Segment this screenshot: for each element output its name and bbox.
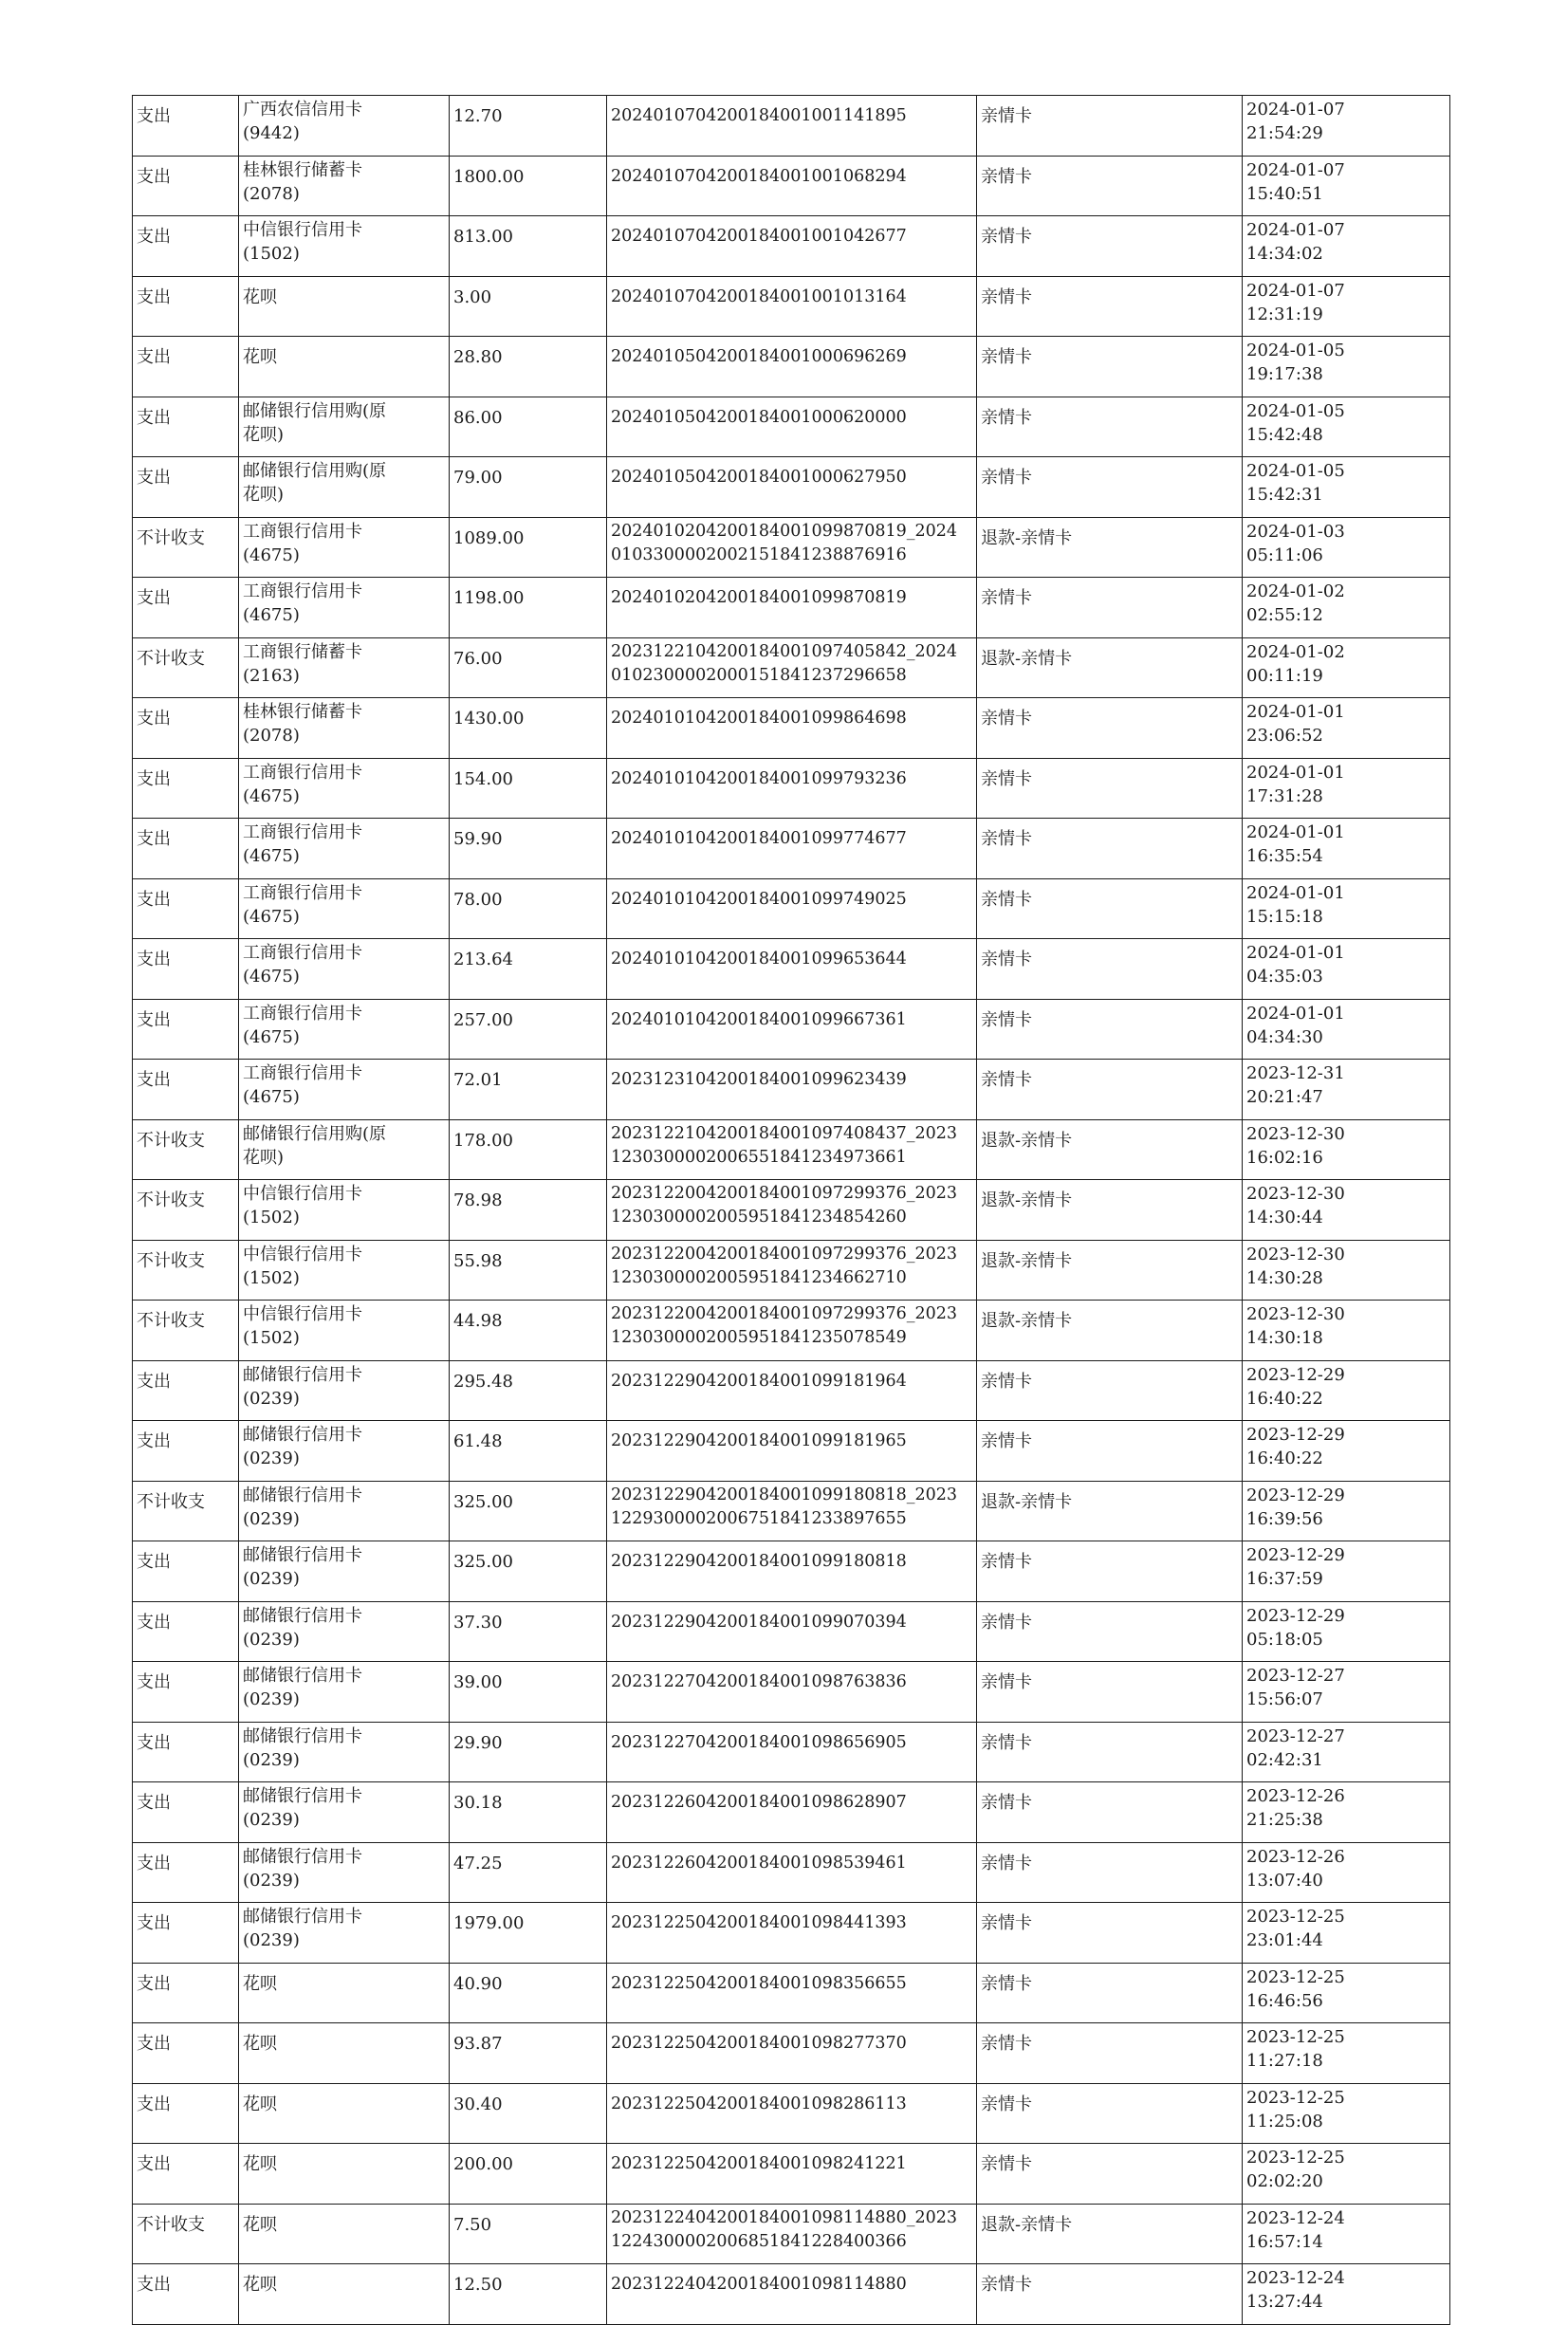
order-number-cell: 2024010104200184001099793236 (607, 758, 977, 819)
payment-method-cell: 花呗 (239, 1963, 450, 2023)
transaction-time-cell: 2024-01-01 04:34:30 (1243, 999, 1450, 1060)
table-row (133, 878, 1450, 939)
transaction-type-cell: 支出 (133, 397, 239, 457)
payment-method-cell: 邮储银行信用卡 (0239) (239, 1601, 450, 1662)
transaction-time-cell: 2024-01-07 12:31:19 (1243, 276, 1450, 337)
note-cell: 亲情卡 (977, 1782, 1243, 1843)
note-cell: 退款-亲情卡 (977, 1180, 1243, 1241)
transaction-time-cell: 2023-12-24 13:27:44 (1243, 2264, 1450, 2325)
order-number-cell: 2023122704200184001098763836 (607, 1662, 977, 1723)
table-row (133, 2204, 1450, 2264)
table-row (133, 1240, 1450, 1301)
table-row (133, 1601, 1450, 1662)
payment-method-cell: 花呗 (239, 2264, 450, 2325)
order-number-cell: 2023122104200184001097405842_2024 0102300002000151841237296658 (607, 637, 977, 698)
order-number-cell: 2023122504200184001098286113 (607, 2083, 977, 2144)
table-row (133, 2083, 1450, 2144)
order-number-cell: 2024010104200184001099774677 (607, 819, 977, 879)
order-number-cell: 2023122004200184001097299376_2023 1230300002005951841234662710 (607, 1240, 977, 1301)
note-cell: 亲情卡 (977, 819, 1243, 879)
table-row (133, 698, 1450, 759)
note-cell: 亲情卡 (977, 1722, 1243, 1782)
table-row (133, 1180, 1450, 1241)
transaction-time-cell: 2024-01-05 15:42:48 (1243, 397, 1450, 457)
order-number-cell: 2024010704200184001001013164 (607, 276, 977, 337)
amount-cell: 200.00 (450, 2144, 607, 2205)
transaction-type-cell: 支出 (133, 999, 239, 1060)
order-number-cell: 2023122004200184001097299376_2023 1230300002005951841234854260 (607, 1180, 977, 1241)
order-number-cell: 2023122904200184001099181965 (607, 1421, 977, 1482)
transaction-time-cell: 2024-01-01 04:35:03 (1243, 939, 1450, 1000)
transaction-type-cell: 支出 (133, 819, 239, 879)
note-cell: 退款-亲情卡 (977, 637, 1243, 698)
table-row (133, 156, 1450, 216)
transaction-type-cell: 不计收支 (133, 2204, 239, 2264)
order-number-cell: 2024010104200184001099864698 (607, 698, 977, 759)
transaction-type-cell: 支出 (133, 1662, 239, 1723)
order-number-cell: 2023122904200184001099180818 (607, 1541, 977, 1602)
order-number-cell: 2023122004200184001097299376_2023 1230300002005951841235078549 (607, 1301, 977, 1361)
amount-cell: 40.90 (450, 1963, 607, 2023)
table-row (133, 1060, 1450, 1120)
transaction-type-cell: 支出 (133, 96, 239, 157)
note-cell: 亲情卡 (977, 1903, 1243, 1964)
transaction-type-cell: 支出 (133, 1722, 239, 1782)
payment-method-cell: 工商银行信用卡 (4675) (239, 517, 450, 578)
payment-method-cell: 工商银行储蓄卡 (2163) (239, 637, 450, 698)
transaction-type-cell: 不计收支 (133, 1119, 239, 1180)
transaction-type-cell: 支出 (133, 939, 239, 1000)
note-cell: 亲情卡 (977, 156, 1243, 216)
amount-cell: 325.00 (450, 1481, 607, 1541)
payment-method-cell: 工商银行信用卡 (4675) (239, 1060, 450, 1120)
amount-cell: 178.00 (450, 1119, 607, 1180)
order-number-cell: 2023122504200184001098241221 (607, 2144, 977, 2205)
amount-cell: 813.00 (450, 216, 607, 277)
payment-method-cell: 邮储银行信用卡 (0239) (239, 1782, 450, 1843)
payment-method-cell: 邮储银行信用卡 (0239) (239, 1842, 450, 1903)
amount-cell: 30.40 (450, 2083, 607, 2144)
order-number-cell: 2024010704200184001001141895 (607, 96, 977, 157)
amount-cell: 86.00 (450, 397, 607, 457)
transaction-time-cell: 2023-12-26 13:07:40 (1243, 1842, 1450, 1903)
note-cell: 亲情卡 (977, 999, 1243, 1060)
note-cell: 亲情卡 (977, 457, 1243, 518)
note-cell: 亲情卡 (977, 2083, 1243, 2144)
table-row (133, 1481, 1450, 1541)
table-row (133, 819, 1450, 879)
amount-cell: 12.70 (450, 96, 607, 157)
transaction-time-cell: 2023-12-25 23:01:44 (1243, 1903, 1450, 1964)
payment-method-cell: 邮储银行信用购(原 花呗) (239, 1119, 450, 1180)
amount-cell: 76.00 (450, 637, 607, 698)
note-cell: 亲情卡 (977, 276, 1243, 337)
note-cell: 亲情卡 (977, 758, 1243, 819)
payment-method-cell: 工商银行信用卡 (4675) (239, 939, 450, 1000)
note-cell: 亲情卡 (977, 1662, 1243, 1723)
note-cell: 亲情卡 (977, 1842, 1243, 1903)
transaction-table-body (133, 96, 1450, 2325)
order-number-cell: 2023122604200184001098628907 (607, 1782, 977, 1843)
payment-method-cell: 花呗 (239, 2144, 450, 2205)
table-row (133, 2023, 1450, 2084)
transaction-time-cell: 2023-12-29 16:37:59 (1243, 1541, 1450, 1602)
amount-cell: 12.50 (450, 2264, 607, 2325)
order-number-cell: 2023122904200184001099181964 (607, 1360, 977, 1421)
order-number-cell: 2023122604200184001098539461 (607, 1842, 977, 1903)
transaction-time-cell: 2023-12-27 02:42:31 (1243, 1722, 1450, 1782)
order-number-cell: 2023122404200184001098114880 (607, 2264, 977, 2325)
payment-method-cell: 中信银行信用卡 (1502) (239, 1301, 450, 1361)
transaction-table (132, 95, 1450, 2325)
transaction-time-cell: 2024-01-02 00:11:19 (1243, 637, 1450, 698)
payment-method-cell: 邮储银行信用卡 (0239) (239, 1360, 450, 1421)
transaction-type-cell: 不计收支 (133, 517, 239, 578)
amount-cell: 29.90 (450, 1722, 607, 1782)
table-row (133, 1722, 1450, 1782)
order-number-cell: 2024010504200184001000627950 (607, 457, 977, 518)
transaction-type-cell: 支出 (133, 1842, 239, 1903)
note-cell: 退款-亲情卡 (977, 1481, 1243, 1541)
order-number-cell: 2024010104200184001099653644 (607, 939, 977, 1000)
note-cell: 退款-亲情卡 (977, 517, 1243, 578)
amount-cell: 30.18 (450, 1782, 607, 1843)
order-number-cell: 2023122904200184001099070394 (607, 1601, 977, 1662)
table-row (133, 517, 1450, 578)
amount-cell: 7.50 (450, 2204, 607, 2264)
amount-cell: 154.00 (450, 758, 607, 819)
transaction-type-cell: 支出 (133, 698, 239, 759)
transaction-time-cell: 2023-12-31 20:21:47 (1243, 1060, 1450, 1120)
payment-method-cell: 桂林银行储蓄卡 (2078) (239, 156, 450, 216)
order-number-cell: 2024010204200184001099870819 (607, 578, 977, 638)
table-row (133, 276, 1450, 337)
order-number-cell: 2023122504200184001098441393 (607, 1903, 977, 1964)
order-number-cell: 2024010504200184001000620000 (607, 397, 977, 457)
payment-method-cell: 中信银行信用卡 (1502) (239, 216, 450, 277)
payment-method-cell: 工商银行信用卡 (4675) (239, 758, 450, 819)
note-cell: 亲情卡 (977, 216, 1243, 277)
table-row (133, 1782, 1450, 1843)
payment-method-cell: 邮储银行信用卡 (0239) (239, 1421, 450, 1482)
transaction-time-cell: 2024-01-03 05:11:06 (1243, 517, 1450, 578)
note-cell: 亲情卡 (977, 96, 1243, 157)
transaction-time-cell: 2024-01-01 17:31:28 (1243, 758, 1450, 819)
transaction-time-cell: 2023-12-25 11:27:18 (1243, 2023, 1450, 2084)
transaction-time-cell: 2023-12-25 02:02:20 (1243, 2144, 1450, 2205)
transaction-time-cell: 2023-12-30 14:30:28 (1243, 1240, 1450, 1301)
note-cell: 亲情卡 (977, 878, 1243, 939)
amount-cell: 55.98 (450, 1240, 607, 1301)
table-row (133, 1963, 1450, 2023)
transaction-time-cell: 2023-12-26 21:25:38 (1243, 1782, 1450, 1843)
transaction-time-cell: 2023-12-30 16:02:16 (1243, 1119, 1450, 1180)
payment-method-cell: 中信银行信用卡 (1502) (239, 1180, 450, 1241)
transaction-type-cell: 不计收支 (133, 1180, 239, 1241)
table-row (133, 2264, 1450, 2325)
transaction-type-cell: 支出 (133, 457, 239, 518)
payment-method-cell: 邮储银行信用购(原 花呗) (239, 397, 450, 457)
transaction-type-cell: 不计收支 (133, 637, 239, 698)
table-row (133, 2144, 1450, 2205)
transaction-type-cell: 不计收支 (133, 1481, 239, 1541)
table-row (133, 96, 1450, 157)
transaction-time-cell: 2023-12-29 05:18:05 (1243, 1601, 1450, 1662)
amount-cell: 1089.00 (450, 517, 607, 578)
amount-cell: 28.80 (450, 337, 607, 397)
note-cell: 退款-亲情卡 (977, 1119, 1243, 1180)
transaction-time-cell: 2024-01-01 23:06:52 (1243, 698, 1450, 759)
transaction-time-cell: 2023-12-25 16:46:56 (1243, 1963, 1450, 2023)
transaction-type-cell: 支出 (133, 878, 239, 939)
note-cell: 亲情卡 (977, 1541, 1243, 1602)
transaction-time-cell: 2023-12-30 14:30:44 (1243, 1180, 1450, 1241)
amount-cell: 39.00 (450, 1662, 607, 1723)
note-cell: 亲情卡 (977, 578, 1243, 638)
transaction-type-cell: 支出 (133, 216, 239, 277)
transaction-time-cell: 2023-12-27 15:56:07 (1243, 1662, 1450, 1723)
transaction-type-cell: 支出 (133, 2144, 239, 2205)
amount-cell: 325.00 (450, 1541, 607, 1602)
amount-cell: 78.00 (450, 878, 607, 939)
amount-cell: 47.25 (450, 1842, 607, 1903)
note-cell: 退款-亲情卡 (977, 1240, 1243, 1301)
transaction-type-cell: 支出 (133, 337, 239, 397)
transaction-time-cell: 2023-12-29 16:39:56 (1243, 1481, 1450, 1541)
order-number-cell: 2024010704200184001001042677 (607, 216, 977, 277)
amount-cell: 78.98 (450, 1180, 607, 1241)
payment-method-cell: 花呗 (239, 276, 450, 337)
transaction-type-cell: 不计收支 (133, 1240, 239, 1301)
order-number-cell: 2023122104200184001097408437_2023 1230300002006551841234973661 (607, 1119, 977, 1180)
table-row (133, 216, 1450, 277)
amount-cell: 3.00 (450, 276, 607, 337)
payment-method-cell: 工商银行信用卡 (4675) (239, 578, 450, 638)
payment-method-cell: 邮储银行信用卡 (0239) (239, 1541, 450, 1602)
note-cell: 亲情卡 (977, 1601, 1243, 1662)
transaction-type-cell: 不计收支 (133, 1301, 239, 1361)
payment-method-cell: 邮储银行信用卡 (0239) (239, 1903, 450, 1964)
table-row (133, 578, 1450, 638)
order-number-cell: 2023122904200184001099180818_2023 1229300002006751841233897655 (607, 1481, 977, 1541)
note-cell: 亲情卡 (977, 2144, 1243, 2205)
table-row (133, 1541, 1450, 1602)
payment-method-cell: 邮储银行信用卡 (0239) (239, 1662, 450, 1723)
transaction-type-cell: 支出 (133, 578, 239, 638)
note-cell: 亲情卡 (977, 2023, 1243, 2084)
table-row (133, 457, 1450, 518)
payment-method-cell: 邮储银行信用购(原 花呗) (239, 457, 450, 518)
transaction-type-cell: 支出 (133, 758, 239, 819)
payment-method-cell: 花呗 (239, 2083, 450, 2144)
transaction-time-cell: 2024-01-07 14:34:02 (1243, 216, 1450, 277)
order-number-cell: 2023123104200184001099623439 (607, 1060, 977, 1120)
note-cell: 亲情卡 (977, 397, 1243, 457)
table-row (133, 337, 1450, 397)
amount-cell: 93.87 (450, 2023, 607, 2084)
note-cell: 亲情卡 (977, 1963, 1243, 2023)
table-row (133, 1421, 1450, 1482)
amount-cell: 1979.00 (450, 1903, 607, 1964)
transaction-time-cell: 2023-12-24 16:57:14 (1243, 2204, 1450, 2264)
order-number-cell: 2023122704200184001098656905 (607, 1722, 977, 1782)
transaction-time-cell: 2024-01-07 21:54:29 (1243, 96, 1450, 157)
transaction-time-cell: 2024-01-05 19:17:38 (1243, 337, 1450, 397)
order-number-cell: 2024010204200184001099870819_2024 0103300002002151841238876916 (607, 517, 977, 578)
order-number-cell: 2024010104200184001099749025 (607, 878, 977, 939)
transaction-type-cell: 支出 (133, 156, 239, 216)
transaction-type-cell: 支出 (133, 1421, 239, 1482)
amount-cell: 59.90 (450, 819, 607, 879)
payment-method-cell: 工商银行信用卡 (4675) (239, 878, 450, 939)
transaction-time-cell: 2024-01-07 15:40:51 (1243, 156, 1450, 216)
payment-method-cell: 工商银行信用卡 (4675) (239, 819, 450, 879)
amount-cell: 213.64 (450, 939, 607, 1000)
amount-cell: 295.48 (450, 1360, 607, 1421)
transaction-time-cell: 2023-12-25 11:25:08 (1243, 2083, 1450, 2144)
amount-cell: 1198.00 (450, 578, 607, 638)
transaction-time-cell: 2024-01-05 15:42:31 (1243, 457, 1450, 518)
transaction-type-cell: 支出 (133, 1601, 239, 1662)
table-row (133, 637, 1450, 698)
table-row (133, 758, 1450, 819)
transaction-time-cell: 2023-12-30 14:30:18 (1243, 1301, 1450, 1361)
payment-method-cell: 工商银行信用卡 (4675) (239, 999, 450, 1060)
payment-method-cell: 花呗 (239, 337, 450, 397)
table-row (133, 1903, 1450, 1964)
amount-cell: 257.00 (450, 999, 607, 1060)
note-cell: 亲情卡 (977, 1060, 1243, 1120)
table-row (133, 1662, 1450, 1723)
table-row (133, 1360, 1450, 1421)
note-cell: 亲情卡 (977, 698, 1243, 759)
transaction-time-cell: 2023-12-29 16:40:22 (1243, 1421, 1450, 1482)
order-number-cell: 2024010704200184001001068294 (607, 156, 977, 216)
transaction-type-cell: 支出 (133, 1782, 239, 1843)
amount-cell: 1430.00 (450, 698, 607, 759)
transaction-time-cell: 2024-01-01 15:15:18 (1243, 878, 1450, 939)
note-cell: 退款-亲情卡 (977, 2204, 1243, 2264)
amount-cell: 37.30 (450, 1601, 607, 1662)
amount-cell: 61.48 (450, 1421, 607, 1482)
transaction-time-cell: 2024-01-01 16:35:54 (1243, 819, 1450, 879)
table-row (133, 1842, 1450, 1903)
table-row (133, 999, 1450, 1060)
amount-cell: 79.00 (450, 457, 607, 518)
order-number-cell: 2023122404200184001098114880_2023 1224300002006851841228400366 (607, 2204, 977, 2264)
transaction-type-cell: 支出 (133, 2023, 239, 2084)
transaction-type-cell: 支出 (133, 276, 239, 337)
amount-cell: 1800.00 (450, 156, 607, 216)
payment-method-cell: 广西农信信用卡 (9442) (239, 96, 450, 157)
payment-method-cell: 邮储银行信用卡 (0239) (239, 1722, 450, 1782)
transaction-type-cell: 支出 (133, 2083, 239, 2144)
transaction-type-cell: 支出 (133, 1541, 239, 1602)
note-cell: 亲情卡 (977, 939, 1243, 1000)
order-number-cell: 2023122504200184001098356655 (607, 1963, 977, 2023)
table-row (133, 1119, 1450, 1180)
transaction-type-cell: 支出 (133, 2264, 239, 2325)
payment-method-cell: 花呗 (239, 2023, 450, 2084)
transaction-time-cell: 2023-12-29 16:40:22 (1243, 1360, 1450, 1421)
transaction-type-cell: 支出 (133, 1360, 239, 1421)
payment-method-cell: 桂林银行储蓄卡 (2078) (239, 698, 450, 759)
order-number-cell: 2024010504200184001000696269 (607, 337, 977, 397)
amount-cell: 72.01 (450, 1060, 607, 1120)
amount-cell: 44.98 (450, 1301, 607, 1361)
transaction-type-cell: 支出 (133, 1060, 239, 1120)
note-cell: 亲情卡 (977, 1360, 1243, 1421)
payment-method-cell: 花呗 (239, 2204, 450, 2264)
order-number-cell: 2024010104200184001099667361 (607, 999, 977, 1060)
note-cell: 亲情卡 (977, 2264, 1243, 2325)
order-number-cell: 2023122504200184001098277370 (607, 2023, 977, 2084)
transaction-time-cell: 2024-01-02 02:55:12 (1243, 578, 1450, 638)
table-row (133, 1301, 1450, 1361)
transaction-type-cell: 支出 (133, 1963, 239, 2023)
transaction-type-cell: 支出 (133, 1903, 239, 1964)
table-row (133, 939, 1450, 1000)
note-cell: 亲情卡 (977, 1421, 1243, 1482)
note-cell: 亲情卡 (977, 337, 1243, 397)
table-row (133, 397, 1450, 457)
payment-method-cell: 邮储银行信用卡 (0239) (239, 1481, 450, 1541)
payment-method-cell: 中信银行信用卡 (1502) (239, 1240, 450, 1301)
note-cell: 退款-亲情卡 (977, 1301, 1243, 1361)
